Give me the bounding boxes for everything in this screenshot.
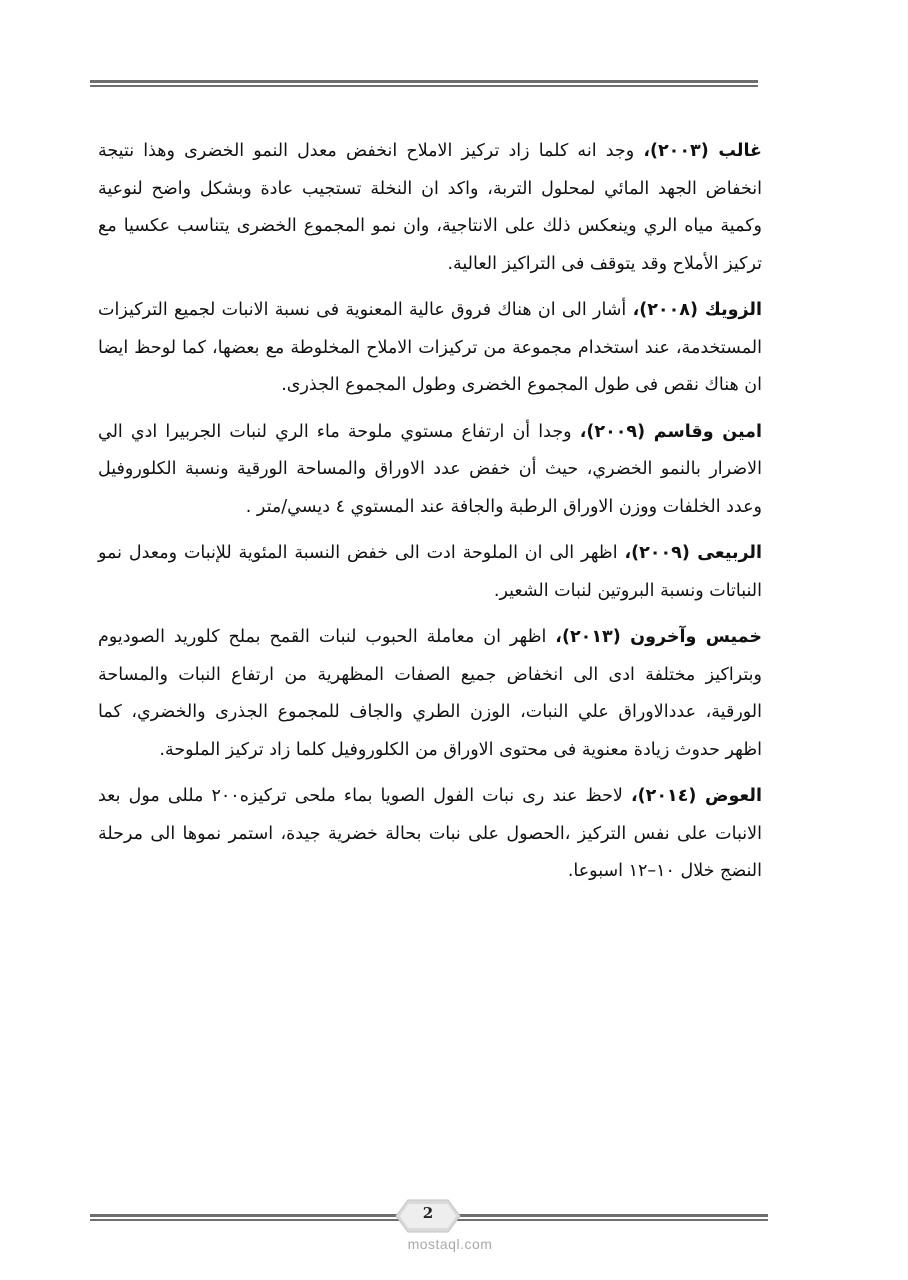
paragraph-text: أشار الى ان هناك فروق عالية المعنوية فى نسبة الانبات لجميع التركيزات المستخدمة، عند استخدام مجموعة من تركيزات الاملاح المخلوطة مع بعضها، كما لوحظ ايضا ان هناك نقص فى طول المجموع الخضرى وطول المجموع الجذرى. [98, 300, 762, 395]
paragraph-author: العوض (٢٠١٤)، [631, 786, 762, 806]
page-number-badge [392, 1196, 464, 1236]
paragraph-text: وجدا أن ارتفاع مستوي ملوحة ماء الري لنبات الجربيرا ادي الي الاضرار بالنمو الخضري، حيث أن خفض عدد الاوراق والمساحة الورقية ونسبة الكلوروفيل وعدد الخلفات ووزن الاوراق الرطبة والجافة عند المستوي ٤ ديسي/متر . [98, 421, 762, 517]
paragraph-amin-qasem [98, 414, 762, 527]
paragraph-author: الربيعى (٢٠٠٩)، [624, 543, 762, 563]
paragraph-alawad [98, 778, 762, 891]
paragraph-ghaleb [98, 133, 762, 283]
paragraph-author: خميس وآخرون (٢٠١٣)، [555, 627, 762, 647]
paragraph-text: اظهر ان معاملة الحبوب لنبات القمح بملح كلوريد الصوديوم وبتراكيز مختلفة ادى الى انخفاض جميع الصفات المظهرية من ارتفاع النبات والمساحة الورقية، عددالاوراق علي النبات، الوزن الطري والجاف للمجموع الجذرى والخضري، كما اظهر حدوث زيادة معنوية فى محتوى الاوراق من الكلوروفيل كلما زاد تركيز الملوحة. [98, 627, 762, 760]
paragraph-author: غالب (٢٠٠٣)، [643, 141, 763, 161]
paragraph-author: الزويك (٢٠٠٨)، [632, 300, 762, 320]
paragraph-alrubaie [98, 535, 762, 610]
page-number: 2 [422, 1204, 434, 1222]
header-rule [90, 80, 758, 87]
watermark: mostaql.com [407, 1236, 493, 1252]
paragraph-text: لاحظ عند رى نبات الفول الصويا بماء ملحى تركيزه٢٠٠ مللى مول بعد الانبات على نفس التركيز ،الحصول على نبات بحالة خضرية جيدة، استمر نموها الى مرحلة النضج خلال ١٠–١٢ اسبوعا. [98, 786, 762, 881]
paragraph-text: اظهر الى ان الملوحة ادت الى خفض النسبة المئوية للإنبات ومعدل نمو النباتات ونسبة البروتين لنبات الشعير. [98, 543, 762, 601]
document-body [98, 133, 762, 907]
paragraph-alzawik [98, 292, 762, 405]
paragraph-author: امين وقاسم (٢٠٠٩)، [579, 421, 762, 442]
paragraph-khamis [98, 619, 762, 769]
paragraph-text: وجد انه كلما زاد تركيز الاملاح انخفض معدل النمو الخضرى وهذا نتيجة انخفاض الجهد المائي لمحلول التربة، واكد ان النخلة تستجيب عادة وبشكل واضح لنوعية وكمية مياه الري وينعكس ذلك على الانتاجية، وان نمو المجموع الخضرى يتناسب عكسيا مع تركيز الأملاح وقد يتوقف فى التراكيز العالية. [98, 141, 762, 274]
